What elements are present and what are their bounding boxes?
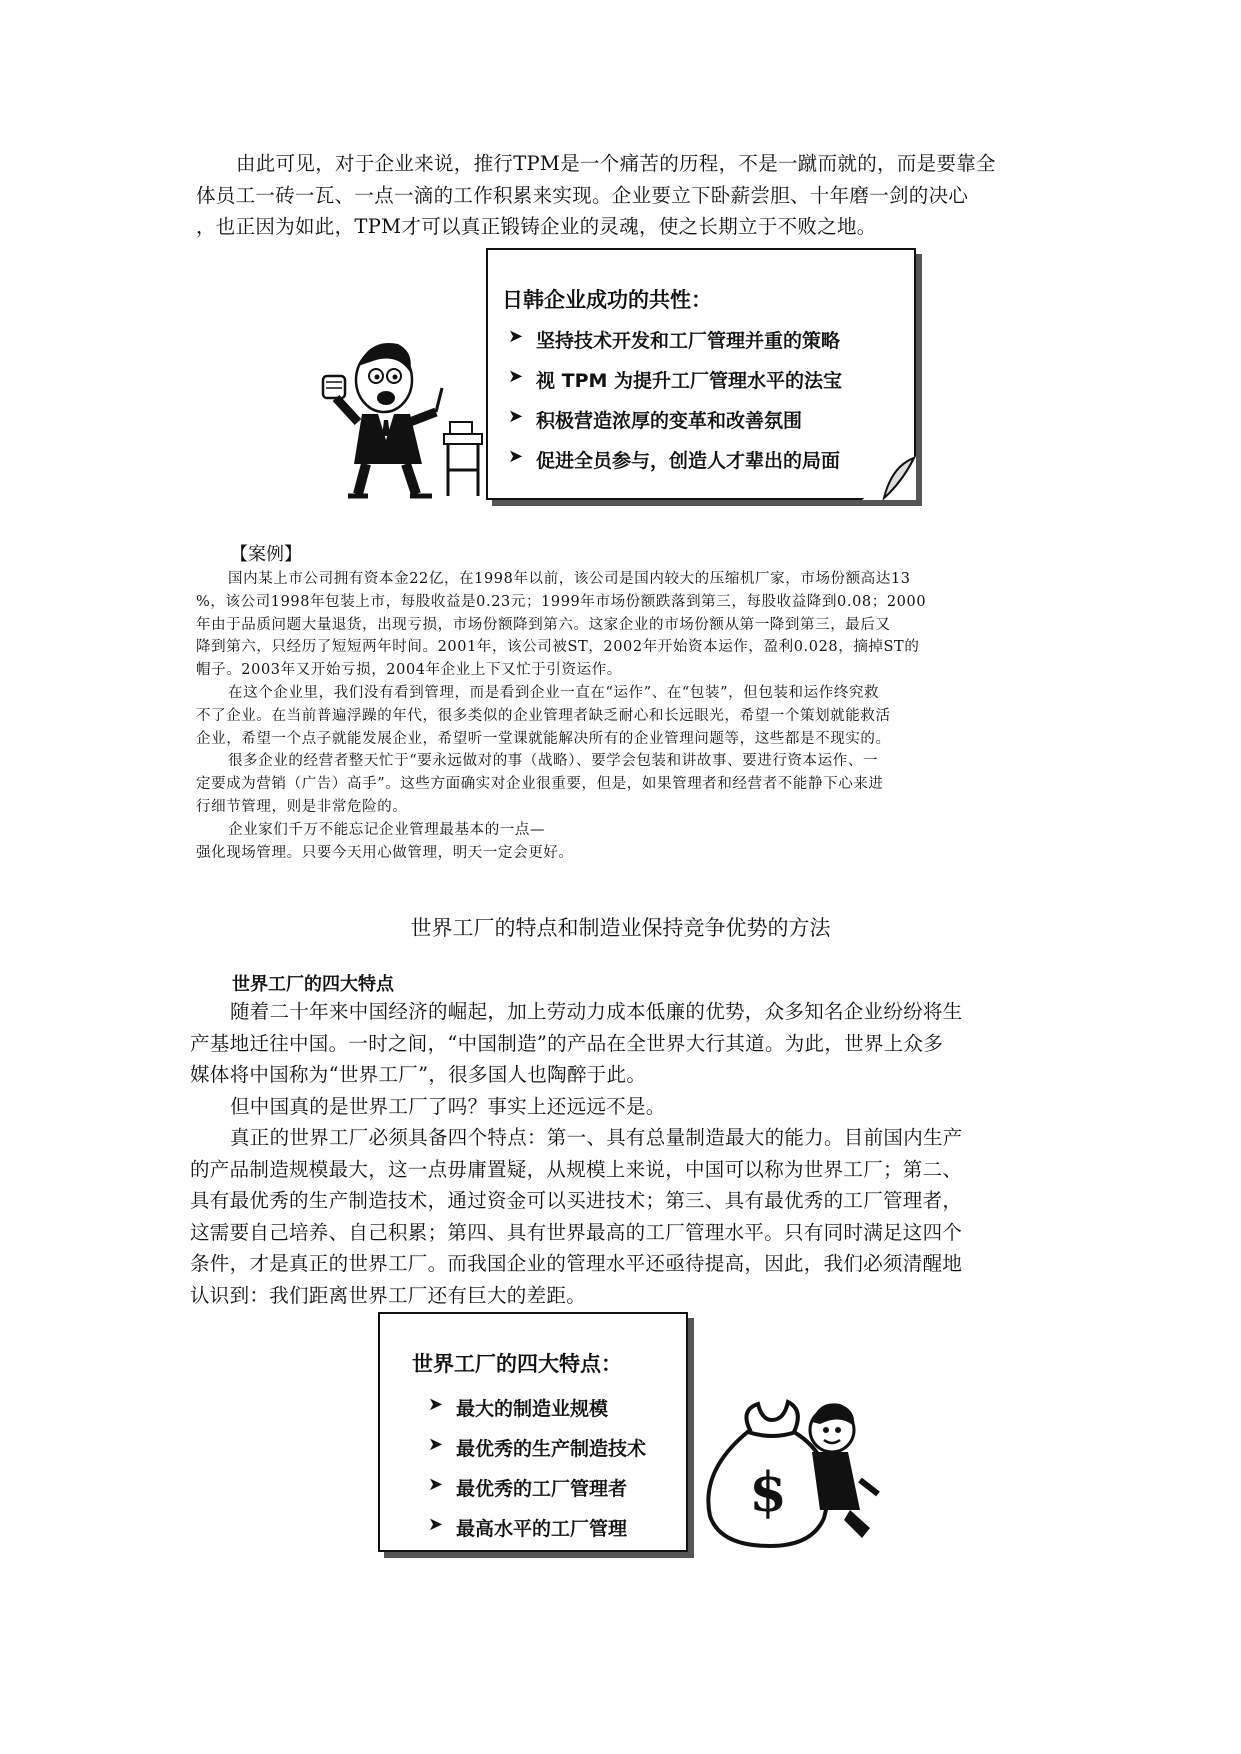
list-item: ➤ 积极营造浓厚的变革和改善氛围 [508,406,803,432]
text-line: 媒体将中国称为“世界工厂”，很多国人也陶醉于此。 [190,1063,647,1086]
traits-list [428,1394,686,1554]
list-item: ➤ 视 TPM 为提升工厂管理水平的法宝 [508,366,843,392]
list-item: ➤ 最大的制造业规模 [428,1394,609,1420]
page-curl-icon [862,456,916,500]
list-item: ➤ 坚持技术开发和工厂管理并重的策略 [508,326,841,352]
text-line: 认识到：我们距离世界工厂还有巨大的差距。 [190,1283,587,1307]
case-line: 在这个企业里，我们没有看到管理，而是看到企业一直在“运作”、在“包装”，但包装和运作终究救 [228,684,880,701]
case-line: 很多企业的经营者整天忙于“要永远做对的事（战略）、要学会包装和讲故事、要进行资本运作、一 [228,753,879,770]
case-line: 降到第六，只经历了短短两年时间。2001年，该公司被ST，2002年开始资本运作，盈利0.028，摘掉ST的 [196,639,920,656]
list-item: ➤ 最优秀的生产制造技术 [428,1434,647,1460]
text-line: 随着二十年来中国经济的崛起，加上劳动力成本低廉的优势，众多知名企业纷纷将生 [230,1000,963,1023]
list-item: ➤ 最优秀的工厂管理者 [428,1474,628,1500]
text-line: 由此可见，对于企业来说，推行TPM是一个痛苦的历程，不是一蹴而就的，而是要靠全 [236,152,996,175]
case-line: 帽子。2003年又开始亏损，2004年企业上下又忙于引资运作。 [196,662,622,679]
arrow-right-icon: ➤ [428,1514,444,1535]
arrow-right-icon: ➤ [508,406,524,427]
arrow-right-icon: ➤ [508,446,524,467]
arrow-right-icon: ➤ [428,1434,444,1455]
text-line: 但中国真的是世界工厂了吗？事实上还远远不是。 [230,1094,666,1118]
arrow-right-icon: ➤ [428,1394,444,1415]
intro-paragraph [196,148,1066,243]
money-bag-illustration [700,1390,880,1555]
case-line: %，该公司1998年包装上市，每股收益是0.23元；1999年市场份额跌落到第三，每股收益降到0.08；2000 [196,593,927,610]
world-factory-body [190,996,1070,1311]
section-title: 世界工厂的特点和制造业保持竞争优势的方法 [410,916,831,940]
text-line: 真正的世界工厂必须具备四个特点：第一、具有总量制造最大的能力。目前国内生产 [230,1126,963,1149]
case-line: 企业家们千万不能忘记企业管理最基本的一点— [228,821,546,838]
case-line: 企业，希望一个点子就能发展企业，希望听一堂课就能解决所有的企业管理问题等，这些都是不现实的。 [196,730,891,747]
text-line: 条件，才是真正的世界工厂。而我国企业的管理水平还亟待提高，因此，我们必须清醒地 [190,1252,963,1275]
case-heading: 【案例】 [230,544,302,565]
list-item: ➤ 促进全员参与，创造人才辈出的局面 [508,446,841,472]
four-traits-card [378,1312,688,1552]
arrow-right-icon: ➤ [428,1474,444,1495]
text-line: 这需要自己培养、自己积累；第四、具有世界最高的工厂管理水平。只有同时满足这四个 [190,1220,963,1244]
case-line: 定要成为营销（广告）高手”。这些方面确实对企业很重要，但是，如果管理者和经营者不能静下心来进 [196,776,884,793]
text-line: 具有最优秀的生产制造技术，通过资金可以买进技术；第三、具有最优秀的工厂管理者， [190,1189,963,1212]
case-body [196,568,1056,864]
case-line: 不了企业。在当前普遍浮躁的年代，很多类似的企业管理者缺乏耐心和长远眼光，希望一个策划就能救活 [196,707,891,724]
text-line: 产基地迁往中国。一时之间，“中国制造”的产品在全世界大行其道。为此，世界上众多 [190,1031,944,1055]
businessman-illustration [318,330,488,500]
case-line: 国内某上市公司拥有资本金22亿，在1998年以前，该公司是国内较大的压缩机厂家，市场份额高达13 [228,571,911,587]
card-title: 日韩企业成功的共性： [502,288,712,312]
arrow-right-icon: ➤ [508,366,524,387]
traits-list [508,326,906,486]
text-line: 的产品制造规模最大，这一点毋庸置疑，从规模上来说，中国可以称为世界工厂；第二、 [190,1157,963,1181]
case-line: 年由于品质问题大量退货，出现亏损，市场份额降到第六。这家企业的市场份额从第一降到第三，最后又 [196,616,891,633]
list-item: ➤ 最高水平的工厂管理 [428,1514,628,1540]
case-line: 强化现场管理。只要今天用心做管理，明天一定会更好。 [196,844,574,861]
text-line: 体员工一砖一瓦、一点一滴的工作积累来实现。企业要立下卧薪尝胆、十年磨一剑的决心 [196,183,969,207]
card-title: 世界工厂的四大特点： [412,1352,622,1376]
businessman-icon [318,330,488,500]
success-traits-card [486,248,916,500]
case-line: 行细节管理，则是非常危险的。 [196,798,408,815]
text-line: ，也正因为如此，TPM才可以真正锻铸企业的灵魂，使之长期立于不败之地。 [196,215,877,238]
dollar-sign: $ [749,1460,787,1524]
subsection-title: 世界工厂的四大特点 [232,974,394,995]
arrow-right-icon: ➤ [508,326,524,347]
